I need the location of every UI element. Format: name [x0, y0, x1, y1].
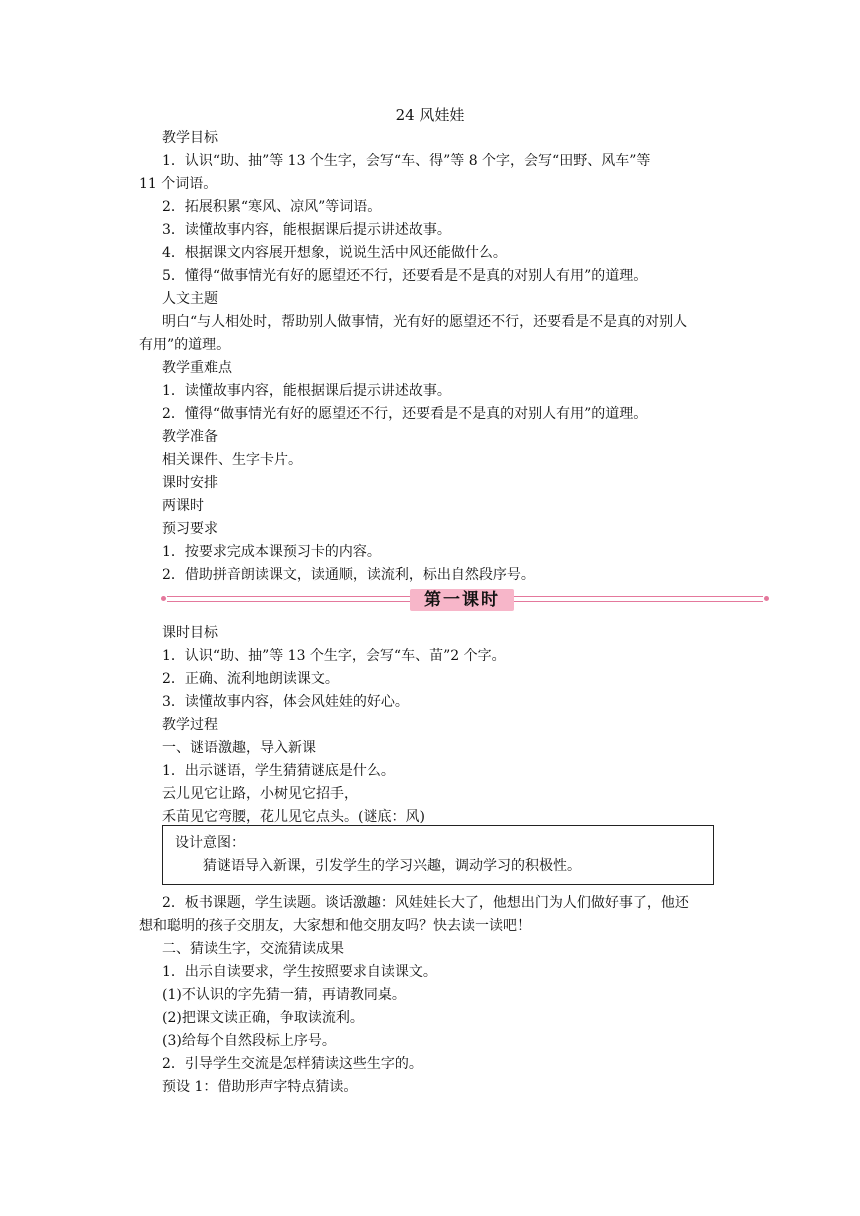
text-line: 教学重难点	[162, 360, 232, 376]
text-line: 人文主题	[162, 291, 218, 307]
text-line: 2．正确、流利地朗读课文。	[162, 671, 339, 687]
text-line: 教学准备	[162, 429, 218, 445]
text-line: 课时安排	[162, 475, 218, 491]
design-intent-body: 猜谜语导入新课，引发学生的学习兴趣，调动学习的积极性。	[203, 858, 581, 874]
banner-dot-right	[764, 596, 769, 601]
text-line: 2．板书课题，学生读题。谈话激趣：风娃娃长大了，他想出门为人们做好事了，他还	[162, 895, 689, 911]
text-line: 2．借助拼音朗读课文，读通顺，读流利，标出自然段序号。	[162, 567, 535, 583]
text-line: 1．认识“助、抽”等 13 个生字，会写“车、得”等 8 个字，会写“田野、风车”等	[162, 153, 651, 169]
text-line: (2)把课文读正确，争取读流利。	[162, 1010, 364, 1026]
text-line: 教学目标	[162, 130, 218, 146]
text-line: 课时目标	[162, 625, 218, 641]
text-line: 3．读懂故事内容，能根据课后提示讲述故事。	[162, 222, 451, 238]
lesson-title: 24 风娃娃	[395, 106, 465, 124]
banner-rule-left-bottom	[167, 601, 410, 602]
banner-rule-left-top	[167, 596, 410, 597]
text-line: 云儿见它让路，小树见它招手，	[162, 786, 358, 802]
text-line: (3)给每个自然段标上序号。	[162, 1033, 336, 1049]
text-line: 预习要求	[162, 521, 218, 537]
banner-rule-right-top	[514, 596, 763, 597]
banner-label: 第一课时	[410, 589, 514, 611]
design-intent-title: 设计意图：	[175, 835, 245, 851]
text-line: 2．拓展积累“寒风、凉风”等词语。	[162, 199, 382, 215]
text-line: 二、猜读生字，交流猜读成果	[162, 941, 344, 957]
text-line: 4．根据课文内容展开想象，说说生活中风还能做什么。	[162, 245, 507, 261]
text-line: 有用”的道理。	[139, 337, 231, 353]
design-intent-box	[162, 825, 714, 885]
text-line: 想和聪明的孩子交朋友，大家想和他交朋友吗？快去读一读吧！	[139, 918, 531, 934]
text-line: (1)不认识的字先猜一猜，再请教同桌。	[162, 987, 406, 1003]
text-line: 1．出示谜语，学生猜猜谜底是什么。	[162, 763, 395, 779]
text-line: 相关课件、生字卡片。	[162, 452, 302, 468]
text-line: 两课时	[162, 498, 204, 514]
section-banner	[161, 589, 769, 611]
text-line: 一、谜语激趣，导入新课	[162, 740, 316, 756]
text-line: 3．读懂故事内容，体会风娃娃的好心。	[162, 694, 409, 710]
banner-rule-right-bottom	[514, 601, 763, 602]
text-line: 5．懂得“做事情光有好的愿望还不行，还要看是不是真的对别人有用”的道理。	[162, 268, 648, 284]
text-line: 1．读懂故事内容，能根据课后提示讲述故事。	[162, 383, 451, 399]
text-line: 1．出示自读要求，学生按照要求自读课文。	[162, 964, 437, 980]
banner-dot-left	[161, 596, 166, 601]
text-line: 11 个词语。	[139, 176, 218, 192]
text-line: 明白“与人相处时，帮助别人做事情，光有好的愿望还不行，还要看是不是真的对别人	[162, 314, 688, 330]
text-line: 2．引导学生交流是怎样猜读这些生字的。	[162, 1056, 423, 1072]
text-line: 1．按要求完成本课预习卡的内容。	[162, 544, 381, 560]
text-line: 教学过程	[162, 717, 218, 733]
text-line: 禾苗见它弯腰，花儿见它点头。(谜底：风)	[162, 809, 425, 825]
text-line: 1．认识“助、抽”等 13 个生字，会写“车、苗”2 个字。	[162, 648, 506, 664]
text-line: 2．懂得“做事情光有好的愿望还不行，还要看是不是真的对别人有用”的道理。	[162, 406, 648, 422]
text-line: 预设 1：借助形声字特点猜读。	[162, 1079, 358, 1095]
